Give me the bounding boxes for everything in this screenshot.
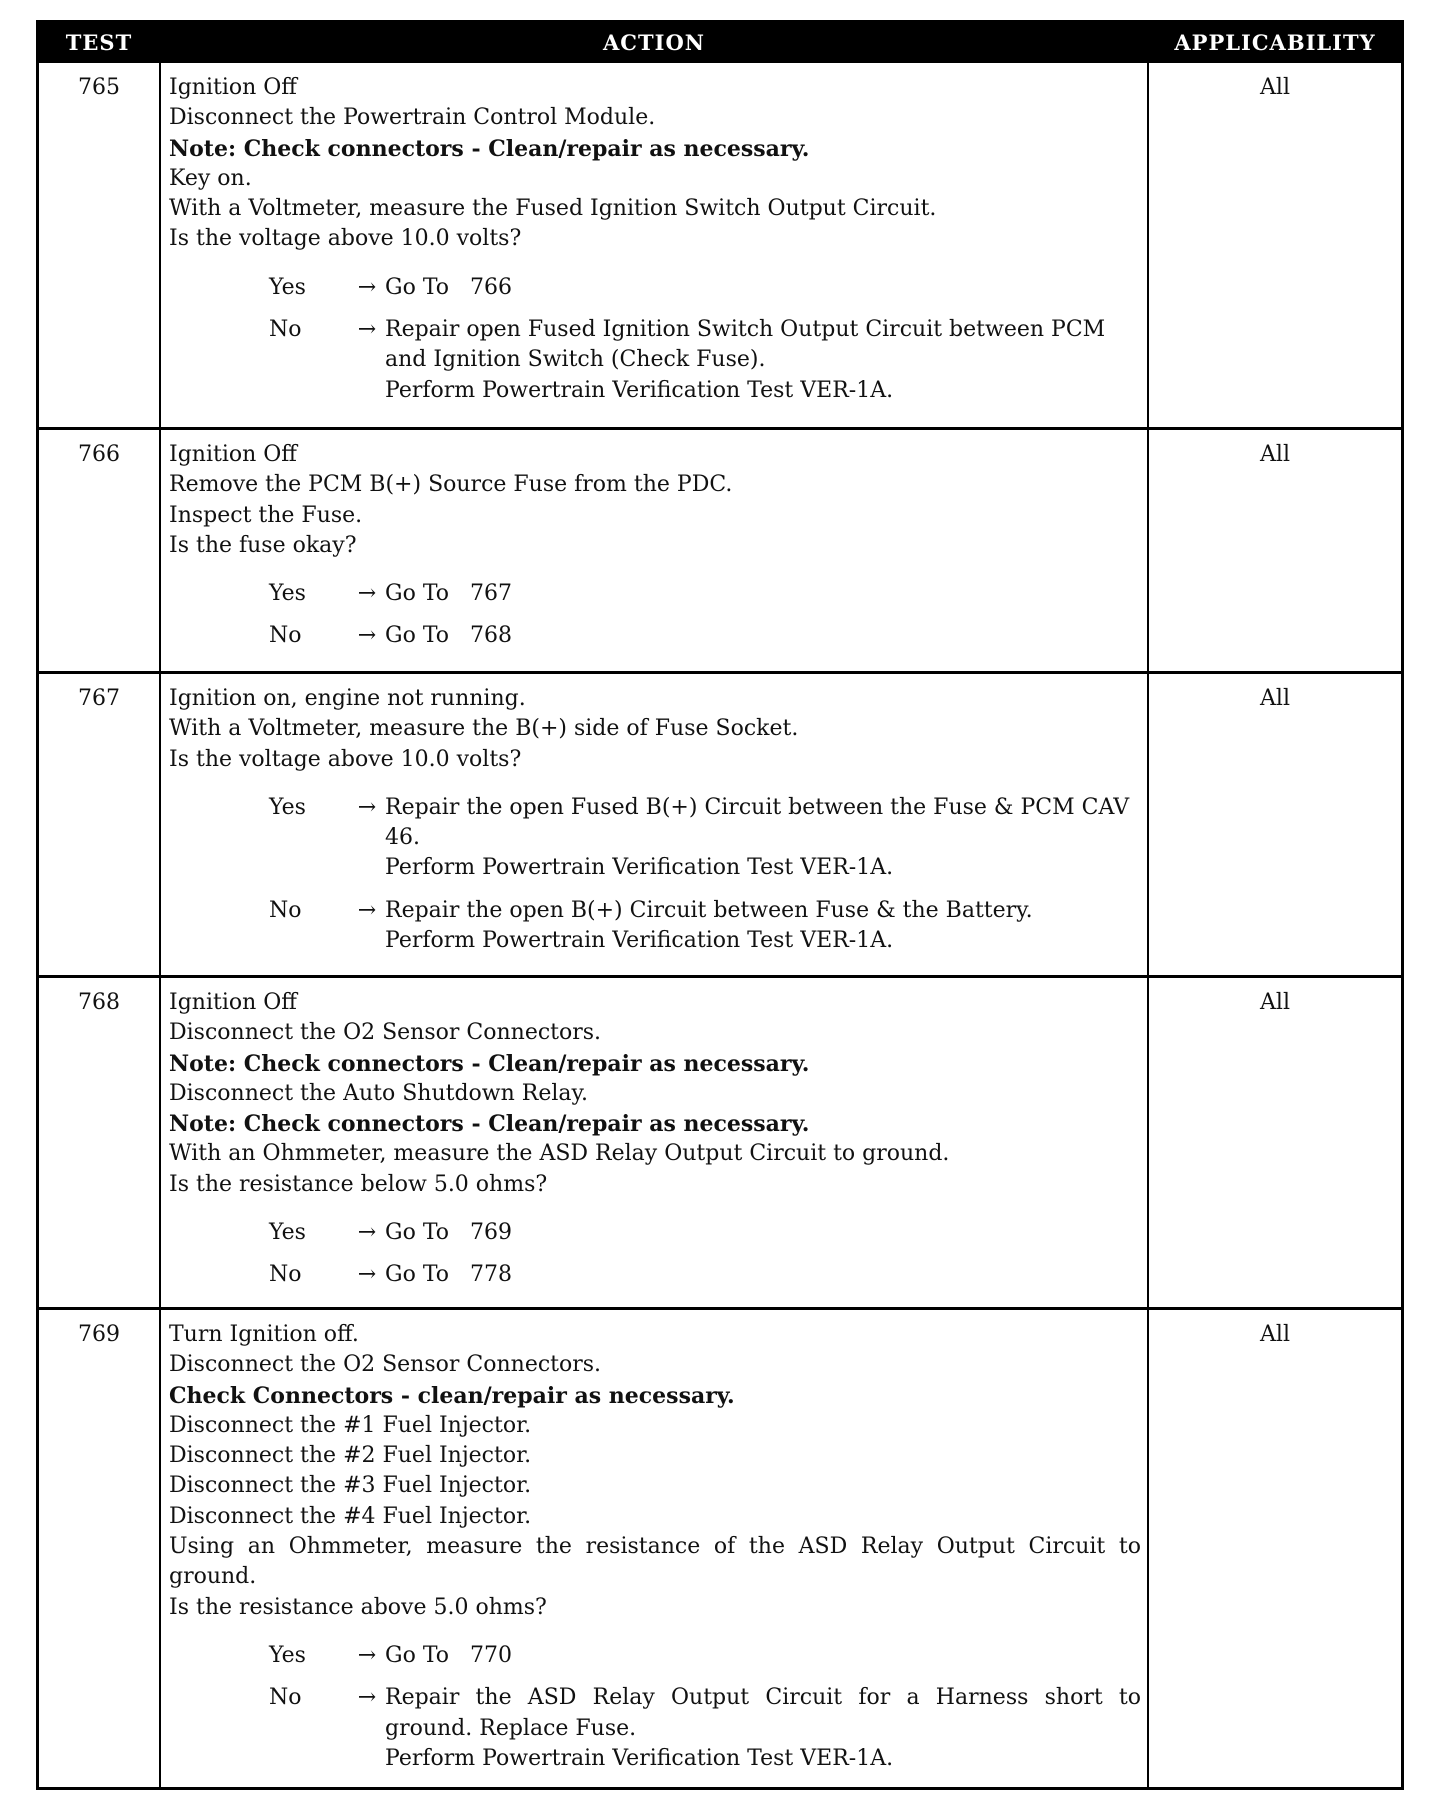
- note-line: Note: Check connectors - Clean/repair as necessary.: [169, 1111, 810, 1138]
- row-765-action: [159, 63, 1149, 427]
- action-line: Inspect the Fuse.: [169, 502, 363, 528]
- branch-no: [169, 1260, 1141, 1290]
- arrow-icon: →: [357, 897, 377, 923]
- branch-answer: Yes: [269, 581, 306, 607]
- branch-answer: Yes: [269, 1220, 306, 1246]
- action-line: Turn Ignition off.: [169, 1322, 359, 1347]
- action-line: Using an Ohmmeter, measure the resistance of the ASD Relay Output Circuit to ground.: [169, 1534, 1141, 1590]
- action-line: Disconnect the O2 Sensor Connectors.: [169, 1020, 602, 1046]
- branch-result: [385, 793, 1141, 884]
- branch-answer: No: [269, 897, 302, 923]
- row-766-action: [159, 430, 1149, 671]
- row-769-applicability: All: [1260, 1322, 1290, 1347]
- question-line: Is the voltage above 10.0 volts?: [169, 226, 522, 252]
- note-line: Check Connectors - clean/repair as necessary.: [169, 1382, 735, 1409]
- question-line: Is the voltage above 10.0 volts?: [169, 746, 522, 772]
- result-line: Repair open Fused Ignition Switch Output Circuit between PCM and Ignition Switch (Check Fuse).: [385, 317, 1106, 373]
- branch-result: Go To 768: [385, 623, 512, 649]
- branch-result: Go To 767: [385, 581, 512, 607]
- row-767-applicability: All: [1260, 686, 1290, 711]
- branch-no: [169, 896, 1141, 957]
- result-line: Perform Powertrain Verification Test VER-1A.: [385, 377, 894, 403]
- action-line: Ignition Off: [169, 442, 297, 467]
- action-line: Disconnect the Powertrain Control Module.: [169, 105, 656, 131]
- action-line: Disconnect the #2 Fuel Injector.: [169, 1443, 532, 1469]
- row-765-applicability: All: [1260, 75, 1290, 100]
- result-line: Repair the open B(+) Circuit between Fuse & the Battery.: [385, 897, 1033, 923]
- branch-result: [385, 1683, 1141, 1774]
- header-test: TEST: [39, 23, 159, 63]
- branch-no: [169, 621, 1141, 651]
- arrow-icon: →: [357, 274, 377, 300]
- question-line: Is the resistance above 5.0 ohms?: [169, 1594, 547, 1620]
- arrow-icon: →: [357, 581, 377, 607]
- note-line: Note: Check connectors - Clean/repair as necessary.: [169, 1050, 810, 1077]
- branch-yes: [169, 273, 1141, 303]
- branch-answer: Yes: [269, 1642, 306, 1668]
- row-769-action: [159, 1310, 1149, 1787]
- result-line: Repair the open Fused B(+) Circuit between the Fuse & PCM CAV 46.: [385, 794, 1130, 851]
- action-line: Ignition Off: [169, 990, 297, 1015]
- branch-answer: No: [269, 623, 302, 649]
- branch-yes: [169, 579, 1141, 609]
- action-line: Disconnect the Auto Shutdown Relay.: [169, 1080, 589, 1106]
- result-line: Perform Powertrain Verification Test VER-1A.: [385, 928, 894, 954]
- header-action: ACTION: [159, 23, 1149, 63]
- action-line: Ignition Off: [169, 75, 297, 100]
- branch-yes: [169, 793, 1141, 884]
- branch-yes: [169, 1641, 1141, 1671]
- branch-answer: Yes: [269, 794, 306, 820]
- arrow-icon: →: [357, 1685, 377, 1711]
- branch-answer: Yes: [269, 274, 306, 300]
- row-765-test-number: 765: [78, 75, 120, 100]
- arrow-icon: →: [357, 623, 377, 649]
- test-procedure-table: [36, 20, 1404, 1790]
- branch-result: [385, 896, 1141, 957]
- action-line: With an Ohmmeter, measure the ASD Relay Output Circuit to ground.: [169, 1141, 950, 1167]
- result-line: Repair the ASD Relay Output Circuit for a Harness short to ground. Replace Fuse.: [385, 1685, 1141, 1741]
- action-line: Key on.: [169, 165, 252, 191]
- branch-result: Go To 770: [385, 1642, 512, 1668]
- note-line: Note: Check connectors - Clean/repair as necessary.: [169, 135, 810, 162]
- question-line: Is the fuse okay?: [169, 532, 357, 558]
- result-line: Perform Powertrain Verification Test VER-1A.: [385, 855, 894, 881]
- action-line: Ignition on, engine not running.: [169, 686, 526, 711]
- branch-yes: [169, 1218, 1141, 1248]
- question-line: Is the resistance below 5.0 ohms?: [169, 1171, 548, 1197]
- arrow-icon: →: [357, 1642, 377, 1668]
- branch-result: Go To 769: [385, 1220, 512, 1246]
- row-768-test-number: 768: [78, 990, 120, 1015]
- row-768-action: [159, 978, 1149, 1307]
- row-766-applicability: All: [1260, 442, 1290, 467]
- action-line: With a Voltmeter, measure the Fused Ignition Switch Output Circuit.: [169, 196, 937, 222]
- row-768-applicability: All: [1260, 990, 1290, 1015]
- action-line: Remove the PCM B(+) Source Fuse from the PDC.: [169, 472, 733, 498]
- arrow-icon: →: [357, 1220, 377, 1246]
- branch-result: Go To 778: [385, 1262, 512, 1288]
- arrow-icon: →: [357, 317, 377, 343]
- result-line: Perform Powertrain Verification Test VER-1A.: [385, 1745, 894, 1771]
- arrow-icon: →: [357, 794, 377, 820]
- branch-result: [385, 315, 1141, 406]
- row-767-test-number: 767: [78, 686, 120, 711]
- branch-no: [169, 315, 1141, 406]
- action-line: Disconnect the #1 Fuel Injector.: [169, 1412, 532, 1438]
- action-line: With a Voltmeter, measure the B(+) side of Fuse Socket.: [169, 716, 799, 742]
- arrow-icon: →: [357, 1262, 377, 1288]
- branch-answer: No: [269, 1685, 302, 1711]
- header-applicability: APPLICABILITY: [1149, 23, 1401, 63]
- branch-result: Go To 766: [385, 274, 512, 300]
- row-766-test-number: 766: [78, 442, 120, 467]
- branch-answer: No: [269, 1262, 302, 1288]
- branch-no: [169, 1683, 1141, 1774]
- action-line: Disconnect the #3 Fuel Injector.: [169, 1473, 532, 1499]
- action-line: Disconnect the O2 Sensor Connectors.: [169, 1352, 602, 1378]
- row-767-action: [159, 674, 1149, 975]
- action-line: Disconnect the #4 Fuel Injector.: [169, 1503, 532, 1529]
- branch-answer: No: [269, 317, 302, 343]
- row-769-test-number: 769: [78, 1322, 120, 1347]
